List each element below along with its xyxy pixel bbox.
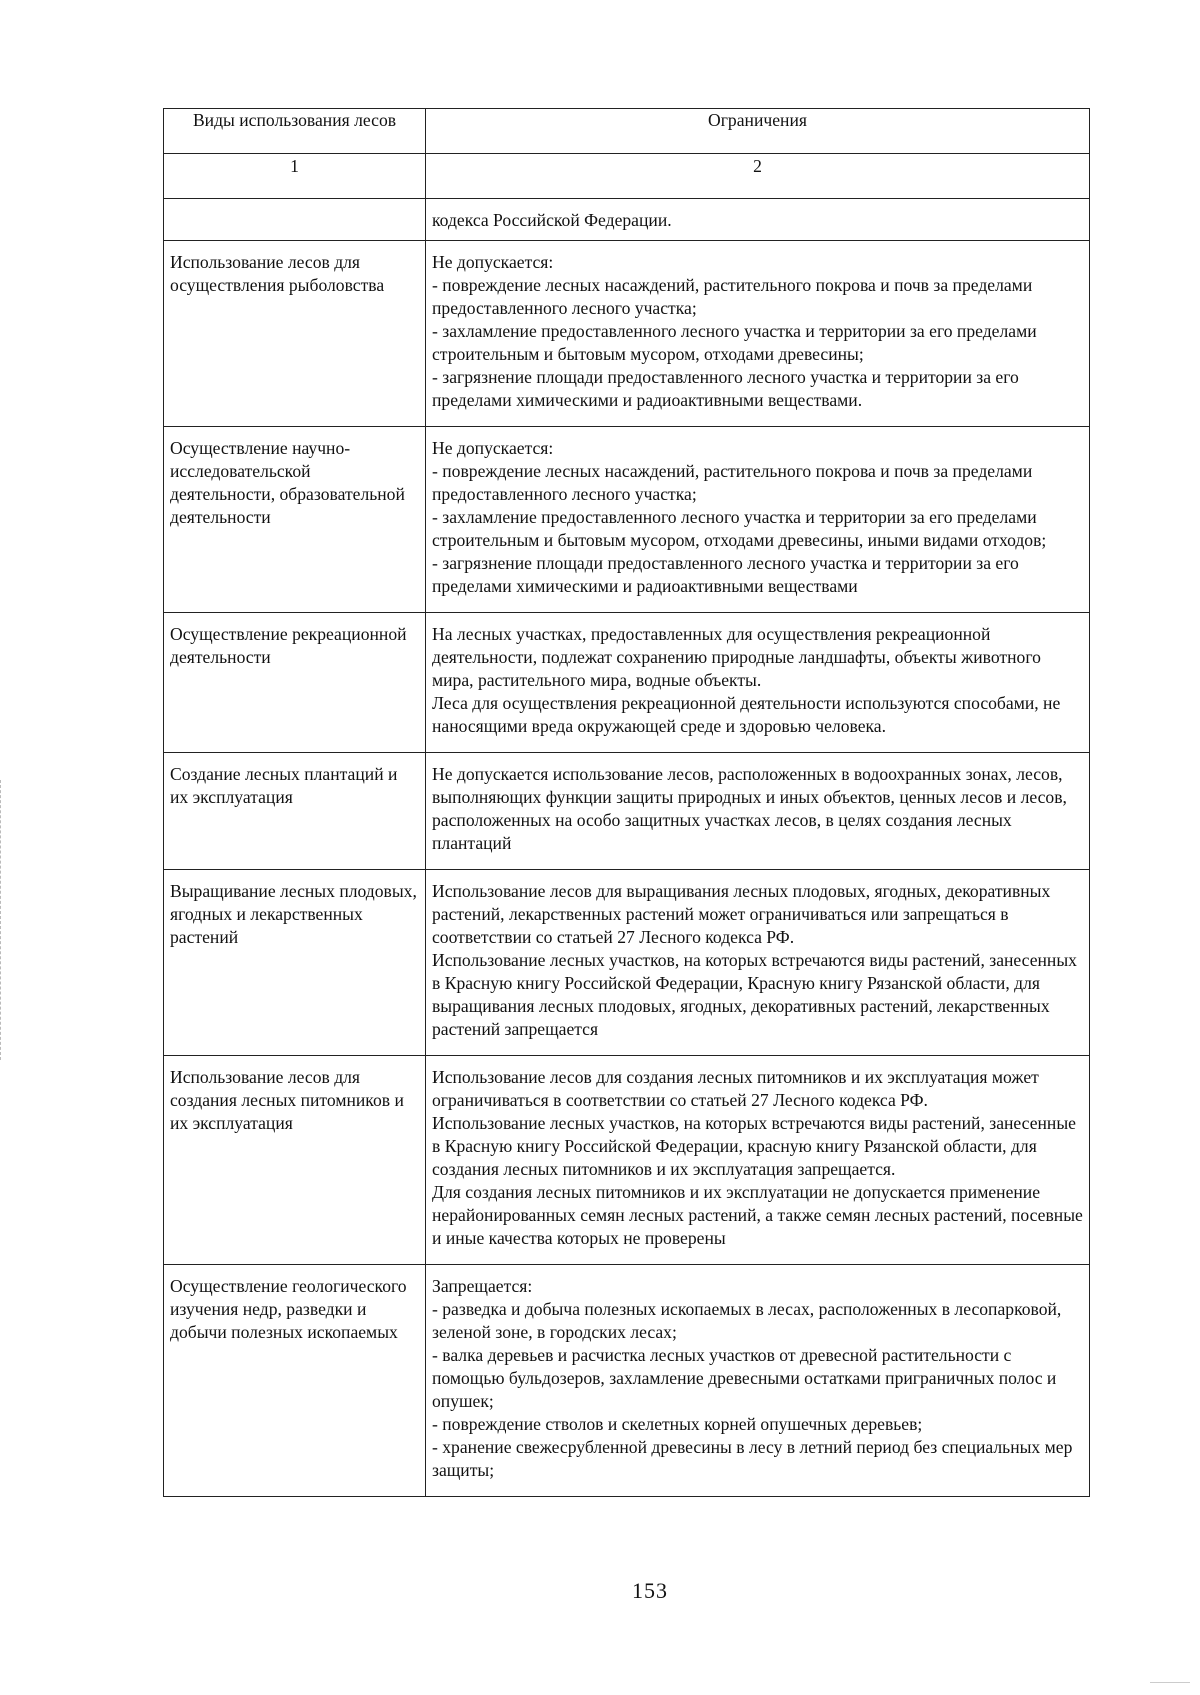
- restriction-line: - повреждение лесных насаждений, растительного покрова и почв за пределами предоставленного лесного участка;: [432, 275, 1033, 318]
- restriction-line: - хранение свежесрубленной древесины в лесу в летний период без специальных мер защиты;: [432, 1437, 1073, 1480]
- forest-use-kind: Осуществление геологического изучения недр, разведки и добычи полезных ископаемых: [164, 1265, 426, 1497]
- restriction-line: - валка деревьев и расчистка лесных участков от древесной растительности с помощью бульдозеров, захламление древесными остатками приграничных полос и опушек;: [432, 1345, 1057, 1411]
- scan-margin-mark: [0, 780, 3, 1060]
- column-number-1: 1: [164, 154, 426, 199]
- restriction-line: - разведка и добыча полезных ископаемых в лесах, расположенных в лесопарковой, зеленой зоне, в городских лесах;: [432, 1299, 1062, 1342]
- restriction-line: Использование лесных участков, на которых встречаются виды растений, занесенные в Красную книгу Российской Федерации, красную книгу Рязанской области, для создания лесных питомников и их эксплуатация запрещается.: [432, 1113, 1076, 1179]
- forest-use-kind: Осуществление рекреационной деятельности: [164, 613, 426, 753]
- restriction-line: - повреждение лесных насаждений, растительного покрова и почв за пределами предоставленного лесного участка;: [432, 461, 1033, 504]
- restriction-line: Использование лесов для выращивания лесных плодовых, ягодных, декоративных растений, лекарственных растений может ограничиваться или запрещаться в соответствии со статьей 27 Лесного кодекса РФ.: [432, 881, 1051, 947]
- table-row: [164, 870, 1090, 1056]
- forest-use-kind: Использование лесов для создания лесных питомников и их эксплуатация: [164, 1056, 426, 1265]
- table-row: [164, 1056, 1090, 1265]
- restriction-line: На лесных участках, предоставленных для осуществления рекреационной деятельности, подлежат сохранению природные ландшафты, объекты животного мира, растительного мира, водные объекты.: [432, 624, 1041, 690]
- restriction-line: Не допускается:: [432, 252, 554, 272]
- restriction-text: [426, 1265, 1090, 1497]
- restriction-line: - загрязнение площади предоставленного лесного участка и территории за его пределами химическими и радиоактивными веществами: [432, 553, 1019, 596]
- column-number-row: [164, 154, 1090, 199]
- restriction-line: Не допускается:: [432, 438, 554, 458]
- forest-use-kind: Создание лесных плантаций и их эксплуатация: [164, 753, 426, 870]
- restriction-line: Использование лесов для создания лесных питомников и их эксплуатация может ограничиваться в соответствии со статьей 27 Лесного кодекса РФ.: [432, 1067, 1039, 1110]
- header-forest-use-types: Виды использования лесов: [164, 109, 426, 154]
- restriction-text: [426, 1056, 1090, 1265]
- scan-corner-mark: [1150, 1682, 1190, 1683]
- table-row: [164, 427, 1090, 613]
- continuation-text: кодекса Российской Федерации.: [426, 199, 1090, 241]
- table-row-continuation: [164, 199, 1090, 241]
- forest-use-kind: Осуществление научно-исследовательской деятельности, образовательной деятельности: [164, 427, 426, 613]
- table-row: [164, 241, 1090, 427]
- restriction-text: [426, 241, 1090, 427]
- restriction-line: Использование лесных участков, на которых встречаются виды растений, занесенных в Красную книгу Российской Федерации, Красную книгу Рязанской области, для выращивания лесных плодовых, ягодных, декоративных растений, лекарственных растений запрещается: [432, 950, 1077, 1039]
- forest-use-restrictions-table: [163, 108, 1090, 1497]
- forest-use-kind: Выращивание лесных плодовых, ягодных и лекарственных растений: [164, 870, 426, 1056]
- table-header-row: [164, 109, 1090, 154]
- restriction-text: [426, 613, 1090, 753]
- restriction-line: - захламление предоставленного лесного участка и территории за его пределами строительным и бытовым мусором, отходами древесины, иными видами отходов;: [432, 507, 1047, 550]
- restriction-text: [426, 427, 1090, 613]
- table-row: [164, 613, 1090, 753]
- restriction-line: - загрязнение площади предоставленного лесного участка и территории за его пределами химическими и радиоактивными веществами.: [432, 367, 1019, 410]
- restriction-line: Леса для осуществления рекреационной деятельности используются способами, не наносящими вреда окружающей среде и здоровью человека.: [432, 693, 1061, 736]
- restriction-line: Запрещается:: [432, 1276, 533, 1296]
- column-number-2: 2: [426, 154, 1090, 199]
- restriction-line: Не допускается использование лесов, расположенных в водоохранных зонах, лесов, выполняющих функции защиты природных и иных объектов, ценных лесов и лесов, расположенных на особо защитных участках лесов, в целях создания лесных плантаций: [432, 764, 1067, 853]
- restriction-line: - повреждение стволов и скелетных корней опушечных деревьев;: [432, 1414, 923, 1434]
- continuation-kind-empty: [164, 199, 426, 241]
- header-restrictions: Ограничения: [426, 109, 1090, 154]
- table-row: [164, 1265, 1090, 1497]
- restriction-line: Для создания лесных питомников и их эксплуатации не допускается применение нерайонированных семян лесных растений, а также семян лесных растений, посевные и иные качества которых не проверены: [432, 1182, 1083, 1248]
- page-number: 153: [632, 1578, 668, 1603]
- forest-use-kind: Использование лесов для осуществления рыболовства: [164, 241, 426, 427]
- restriction-text: [426, 753, 1090, 870]
- restriction-text: [426, 870, 1090, 1056]
- table-row: [164, 753, 1090, 870]
- restriction-line: - захламление предоставленного лесного участка и территории за его пределами строительным и бытовым мусором, отходами древесины;: [432, 321, 1037, 364]
